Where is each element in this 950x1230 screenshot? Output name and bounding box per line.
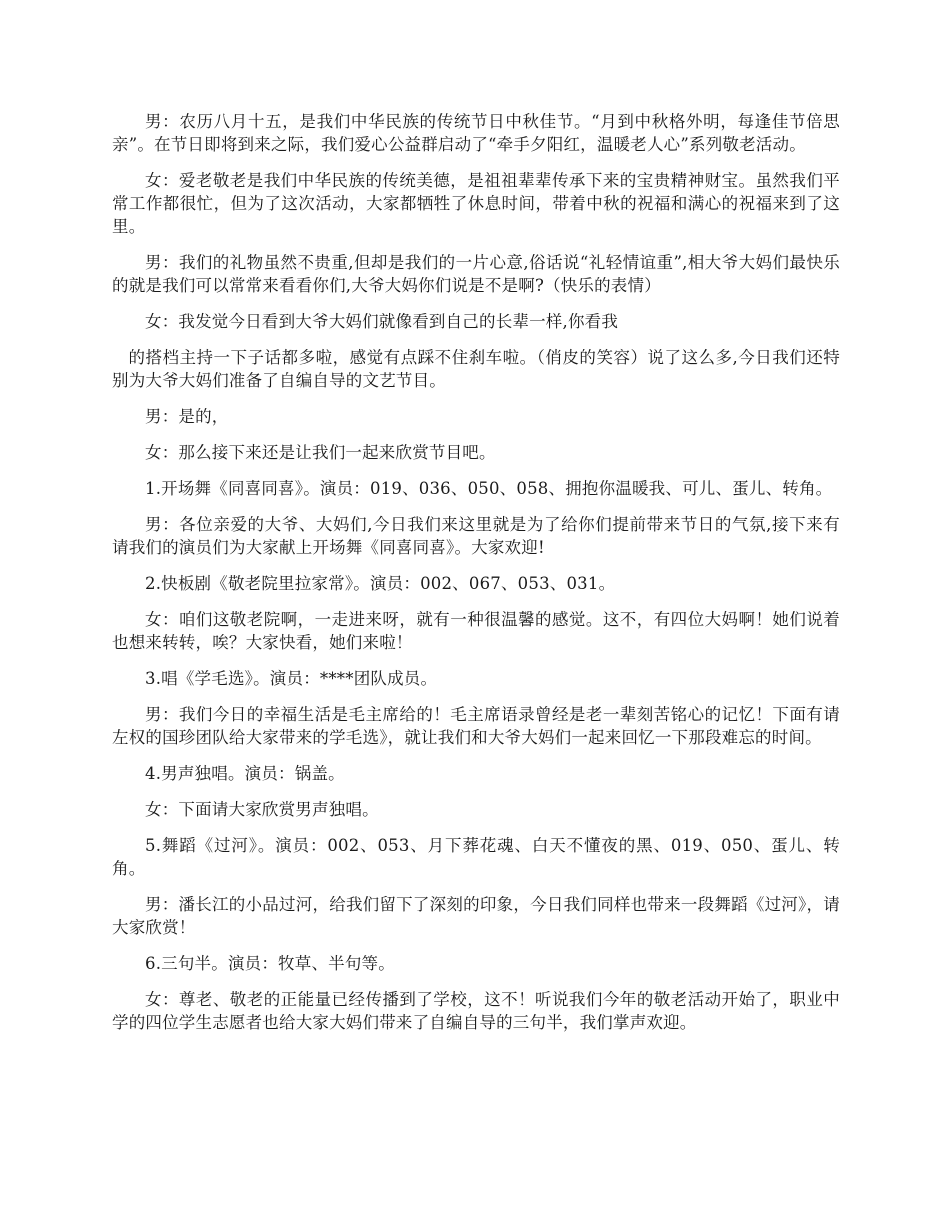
paragraph-15: 女：下面请大家欣赏男声独唱。 (145, 800, 379, 819)
paragraph-18: 6.三句半。演员：牧草、半句等。 (145, 954, 395, 973)
paragraph-7: 女：那么接下来还是让我们一起来欣赏节目吧。 (145, 443, 496, 462)
paragraph-2: 女：爱老敬老是我们中华民族的传统美德，是祖祖辈辈传承下来的宝贵精神财宝。虽然我们平常工作都很忙，但为了这次活动，大家都牺牲了休息时间，带着中秋的祝福和满心的祝福来到了这里。 (112, 171, 840, 236)
paragraph-3: 男：我们的礼物虽然不贵重,但却是我们的一片心意,俗话说“礼轻情谊重”,相大爷大妈们最快乐的就是我们可以常常来看看你们,大爷大妈你们说是不是啊?（快乐的表情） (112, 253, 840, 295)
paragraph-9: 男：各位亲爱的大爷、大妈们,今日我们来这里就是为了给你们提前带来节日的气氛,接下来有请我们的演员们为大家献上开场舞《同喜同喜》。大家欢迎! (112, 515, 840, 557)
paragraph-5: 的搭档主持一下子话都多啦，感觉有点踩不住刹车啦。（俏皮的笑容）说了这么多,今日我们还特别为大爷大妈们准备了自编自导的文艺节目。 (112, 348, 840, 390)
paragraph-12: 3.唱《学毛选》。演员：****团队成员。 (145, 669, 438, 688)
paragraph-1: 男：农历八月十五，是我们中华民族的传统节日中秋佳节。“月到中秋格外明，每逢佳节倍思亲”。在节日即将到来之际，我们爱心公益群启动了“牵手夕阳红，温暖老人心”系列敬老活动。 (112, 112, 840, 154)
paragraph-14: 4.男声独唱。演员：锅盖。 (145, 764, 345, 783)
document-body (112, 110, 840, 1047)
paragraph-10: 2.快板剧《敬老院里拉家常》。演员：002、067、053、031。 (145, 574, 616, 593)
paragraph-4: 女：我发觉今日看到大爷大妈们就像看到自己的长辈一样,你看我 (145, 312, 619, 331)
paragraph-19: 女：尊老、敬老的正能量已经传播到了学校，这不！听说我们今年的敬老活动开始了，职业中学的四位学生志愿者也给大家大妈们带来了自编自导的三句半，我们掌声欢迎。 (112, 990, 840, 1032)
paragraph-8: 1.开场舞《同喜同喜》。演员：019、036、050、058、拥抱你温暖我、可儿、蛋儿、转角。 (145, 479, 833, 498)
paragraph-17: 男：潘长江的小品过河，给我们留下了深刻的印象，今日我们同样也带来一段舞蹈《过河》，请大家欣赏！ (112, 895, 840, 937)
paragraph-11: 女：咱们这敬老院啊，一走进来呀，就有一种很温馨的感觉。这不，有四位大妈啊！她们说着也想来转转，唉？大家快看，她们来啦！ (112, 610, 840, 652)
paragraph-6: 男：是的， (145, 407, 229, 426)
paragraph-13: 男：我们今日的幸福生活是毛主席给的！毛主席语录曾经是老一辈刻苦铭心的记忆！下面有请左权的国珍团队给大家带来的学毛选》，就让我们和大爷大妈们一起来回忆一下那段难忘的时间。 (112, 705, 840, 747)
paragraph-16: 5.舞蹈《过河》。演员：002、053、月下葬花魂、白天不懂夜的黑、019、050、蛋儿、转角。 (112, 836, 840, 878)
